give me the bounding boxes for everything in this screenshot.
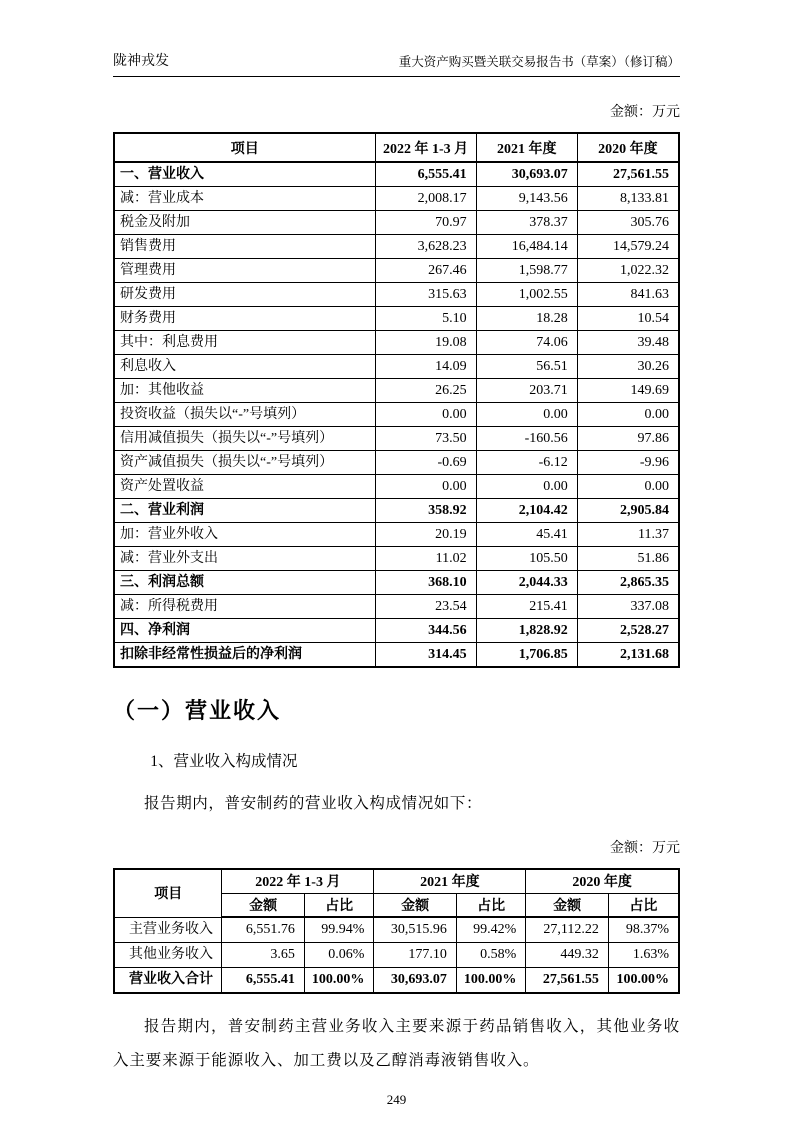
group-header-2022q1: 2022 年 1-3 月 <box>222 869 374 893</box>
company-name: 陇神戎发 <box>113 54 169 69</box>
row-label: 其他业务收入 <box>114 943 222 968</box>
closing-paragraph: 报告期内，普安制药主营业务收入主要来源于药品销售收入，其他业务收入主要来源于能源收入、加工费以及乙醇消毒液销售收入。 <box>113 1018 680 1070</box>
table-row <box>114 379 679 403</box>
table-row <box>114 523 679 547</box>
cell-value: 27,561.55 <box>577 162 679 187</box>
cell-value: 8,133.81 <box>577 187 679 211</box>
row-label: 销售费用 <box>114 235 375 259</box>
cell-value: 1,828.92 <box>476 619 577 643</box>
sub-header-ratio: 占比 <box>608 893 679 917</box>
group-header-2021: 2021 年度 <box>374 869 526 893</box>
row-label: 资产处置收益 <box>114 475 375 499</box>
table-row <box>114 619 679 643</box>
table-row <box>114 917 679 943</box>
revenue-composition-table <box>113 868 680 994</box>
cell-value: 100.00% <box>608 968 679 994</box>
cell-value: 51.86 <box>577 547 679 571</box>
revenue-table-body <box>114 917 679 993</box>
table-row <box>114 427 679 451</box>
cell-value: 337.08 <box>577 595 679 619</box>
cell-value: 0.00 <box>476 403 577 427</box>
table-row <box>114 643 679 668</box>
section-heading: （一）营业收入 <box>113 698 282 723</box>
sub-heading: 1、营业收入构成情况 <box>150 753 298 770</box>
row-label: 税金及附加 <box>114 211 375 235</box>
cell-value: 97.86 <box>577 427 679 451</box>
table-row <box>114 307 679 331</box>
cell-value: 30,515.96 <box>374 917 456 943</box>
col-header-item: 项目 <box>114 133 375 162</box>
cell-value: 10.54 <box>577 307 679 331</box>
cell-value: 26.25 <box>375 379 476 403</box>
cell-value: 27,561.55 <box>526 968 608 994</box>
cell-value: 56.51 <box>476 355 577 379</box>
cell-value: 2,044.33 <box>476 571 577 595</box>
cell-value: 368.10 <box>375 571 476 595</box>
col-header-2020: 2020 年度 <box>577 133 679 162</box>
cell-value: 100.00% <box>456 968 525 994</box>
table-row <box>114 499 679 523</box>
page-header <box>113 50 680 77</box>
cell-value: 0.00 <box>476 475 577 499</box>
cell-value: 6,555.41 <box>375 162 476 187</box>
row-label: 加：其他收益 <box>114 379 375 403</box>
table-row <box>114 571 679 595</box>
revenue-table-group-header-row <box>114 869 679 893</box>
col-header-item: 项目 <box>114 869 222 917</box>
cell-value: 358.92 <box>375 499 476 523</box>
row-label: 减：营业成本 <box>114 187 375 211</box>
row-label: 加：营业外收入 <box>114 523 375 547</box>
col-header-2021: 2021 年度 <box>476 133 577 162</box>
table-row <box>114 162 679 187</box>
table-row <box>114 235 679 259</box>
cell-value: -0.69 <box>375 451 476 475</box>
intro-paragraph: 报告期内，普安制药的营业收入构成情况如下： <box>144 795 483 812</box>
cell-value: 0.58% <box>456 943 525 968</box>
cell-value: 74.06 <box>476 331 577 355</box>
income-statement-table <box>113 132 680 668</box>
sub-header-amount: 金额 <box>526 893 608 917</box>
cell-value: 449.32 <box>526 943 608 968</box>
table-row <box>114 331 679 355</box>
cell-value: 841.63 <box>577 283 679 307</box>
cell-value: 14,579.24 <box>577 235 679 259</box>
table-row <box>114 403 679 427</box>
cell-value: 19.08 <box>375 331 476 355</box>
cell-value: 2,905.84 <box>577 499 679 523</box>
cell-value: 5.10 <box>375 307 476 331</box>
row-label: 资产减值损失（损失以“-”号填列） <box>114 451 375 475</box>
sub-header-amount: 金额 <box>222 893 304 917</box>
cell-value: 73.50 <box>375 427 476 451</box>
cell-value: 30.26 <box>577 355 679 379</box>
cell-value: 1,598.77 <box>476 259 577 283</box>
row-label: 四、净利润 <box>114 619 375 643</box>
cell-value: 1,002.55 <box>476 283 577 307</box>
cell-value: 0.00 <box>375 475 476 499</box>
cell-value: 344.56 <box>375 619 476 643</box>
table-row <box>114 211 679 235</box>
cell-value: 3.65 <box>222 943 304 968</box>
cell-value: 1,706.85 <box>476 643 577 668</box>
row-label: 研发费用 <box>114 283 375 307</box>
cell-value: 203.71 <box>476 379 577 403</box>
sub-header-ratio: 占比 <box>456 893 525 917</box>
cell-value: 105.50 <box>476 547 577 571</box>
cell-value: 378.37 <box>476 211 577 235</box>
row-label: 二、营业利润 <box>114 499 375 523</box>
row-label: 减：营业外支出 <box>114 547 375 571</box>
cell-value: 45.41 <box>476 523 577 547</box>
cell-value: 1,022.32 <box>577 259 679 283</box>
row-label: 一、营业收入 <box>114 162 375 187</box>
cell-value: 70.97 <box>375 211 476 235</box>
table-row <box>114 283 679 307</box>
cell-value: 99.42% <box>456 917 525 943</box>
cell-value: 9,143.56 <box>476 187 577 211</box>
report-title: 重大资产购买暨关联交易报告书（草案）（修订稿） <box>398 55 680 69</box>
row-label: 减：所得税费用 <box>114 595 375 619</box>
cell-value: 2,528.27 <box>577 619 679 643</box>
cell-value: -6.12 <box>476 451 577 475</box>
table-row <box>114 355 679 379</box>
cell-value: 23.54 <box>375 595 476 619</box>
col-header-2022q1: 2022 年 1-3 月 <box>375 133 476 162</box>
cell-value: 3,628.23 <box>375 235 476 259</box>
cell-value: 2,865.35 <box>577 571 679 595</box>
cell-value: 0.00 <box>375 403 476 427</box>
sub-header-ratio: 占比 <box>304 893 373 917</box>
table-row <box>114 595 679 619</box>
cell-value: 6,555.41 <box>222 968 304 994</box>
cell-value: -9.96 <box>577 451 679 475</box>
cell-value: 2,104.42 <box>476 499 577 523</box>
income-statement-header-row <box>114 133 679 162</box>
cell-value: 177.10 <box>374 943 456 968</box>
row-label: 其中：利息费用 <box>114 331 375 355</box>
cell-value: 30,693.07 <box>374 968 456 994</box>
cell-value: 99.94% <box>304 917 373 943</box>
row-label: 三、利润总额 <box>114 571 375 595</box>
table-row <box>114 547 679 571</box>
income-statement-body <box>114 162 679 667</box>
cell-value: 6,551.76 <box>222 917 304 943</box>
row-label: 利息收入 <box>114 355 375 379</box>
table-row <box>114 259 679 283</box>
cell-value: 315.63 <box>375 283 476 307</box>
cell-value: 11.02 <box>375 547 476 571</box>
row-label: 主营业务收入 <box>114 917 222 943</box>
cell-value: 30,693.07 <box>476 162 577 187</box>
cell-value: 1.63% <box>608 943 679 968</box>
cell-value: 98.37% <box>608 917 679 943</box>
table-row <box>114 475 679 499</box>
page-number: 249 <box>386 1092 407 1108</box>
cell-value: 0.00 <box>577 403 679 427</box>
cell-value: 2,008.17 <box>375 187 476 211</box>
cell-value: 100.00% <box>304 968 373 994</box>
unit-label-2: 金额：万元 <box>610 841 680 856</box>
row-label: 管理费用 <box>114 259 375 283</box>
cell-value: 20.19 <box>375 523 476 547</box>
cell-value: 314.45 <box>375 643 476 668</box>
group-header-2020: 2020 年度 <box>526 869 679 893</box>
cell-value: 27,112.22 <box>526 917 608 943</box>
cell-value: 11.37 <box>577 523 679 547</box>
row-label: 扣除非经常性损益后的净利润 <box>114 643 375 668</box>
cell-value: 2,131.68 <box>577 643 679 668</box>
cell-value: 0.06% <box>304 943 373 968</box>
table-row <box>114 451 679 475</box>
row-label: 投资收益（损失以“-”号填列） <box>114 403 375 427</box>
cell-value: 18.28 <box>476 307 577 331</box>
cell-value: 215.41 <box>476 595 577 619</box>
row-label: 营业收入合计 <box>114 968 222 994</box>
table-row <box>114 968 679 994</box>
cell-value: -160.56 <box>476 427 577 451</box>
cell-value: 39.48 <box>577 331 679 355</box>
cell-value: 0.00 <box>577 475 679 499</box>
row-label: 财务费用 <box>114 307 375 331</box>
sub-header-amount: 金额 <box>374 893 456 917</box>
cell-value: 149.69 <box>577 379 679 403</box>
cell-value: 16,484.14 <box>476 235 577 259</box>
table-row <box>114 943 679 968</box>
table-row <box>114 187 679 211</box>
cell-value: 267.46 <box>375 259 476 283</box>
row-label: 信用减值损失（损失以“-”号填列） <box>114 427 375 451</box>
unit-label-1: 金额：万元 <box>610 105 680 120</box>
cell-value: 14.09 <box>375 355 476 379</box>
cell-value: 305.76 <box>577 211 679 235</box>
